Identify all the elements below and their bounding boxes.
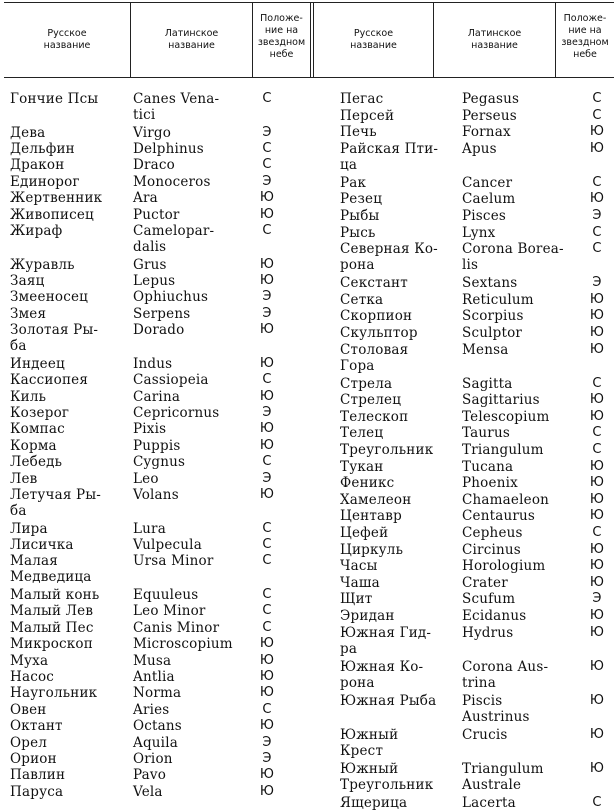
russian-name: Наугольник <box>10 685 98 702</box>
latin-name: Pisces <box>462 208 507 224</box>
russian-name: Заяц <box>10 273 45 289</box>
russian-name: Райская Пти- ца <box>340 140 439 173</box>
russian-name: Змееносец <box>10 289 89 306</box>
latin-name: Ophiuchus <box>133 289 209 306</box>
sky-position: Ю <box>259 783 275 799</box>
russian-name: Золотая Ры- ба <box>10 322 99 355</box>
latin-name: Sagitta <box>462 375 513 392</box>
russian-name: Стрела <box>340 375 393 392</box>
latin-name: Aquila <box>133 734 178 751</box>
russian-name: Ящерица <box>340 794 408 811</box>
russian-name: Малая Медведица <box>10 553 92 586</box>
latin-name: Cassiopeia <box>133 372 209 389</box>
russian-name: Жертвенник <box>10 190 103 207</box>
latin-name: Leo <box>133 470 159 487</box>
russian-name: Южная Гид- ра <box>340 624 432 657</box>
russian-name: Часы <box>340 558 378 575</box>
latin-name: Corona Aus- trina <box>462 658 549 691</box>
sky-position: Э <box>592 208 602 223</box>
latin-name: Centaurus <box>462 508 536 525</box>
russian-name: Гончие Псы <box>10 91 99 107</box>
russian-name: Телескоп <box>340 408 409 425</box>
latin-name: Scorpius <box>462 308 524 325</box>
latin-name: Vela <box>133 783 163 800</box>
latin-name: Camelopar- dalis <box>133 223 215 255</box>
russian-name: Скорпион <box>340 308 413 325</box>
latin-name: Delphinus <box>133 141 204 157</box>
russian-name: Лев <box>10 470 38 487</box>
sky-position: С <box>262 141 272 156</box>
sky-position: С <box>262 553 272 569</box>
sky-position: Ю <box>589 508 605 524</box>
latin-name: Carina <box>133 388 181 405</box>
russian-name: Лебедь <box>10 454 63 471</box>
latin-name: Cepheus <box>462 525 523 541</box>
sky-position: Ю <box>259 256 275 272</box>
russian-name: Дельфин <box>10 141 75 157</box>
russian-name: Змея <box>10 305 47 322</box>
latin-name: Lacerta <box>462 794 516 811</box>
russian-name: Летучая Ры- ба <box>10 487 102 519</box>
russian-name: Центавр <box>340 508 402 525</box>
sky-position: Ю <box>589 191 605 207</box>
latin-name: Draco <box>133 157 176 174</box>
russian-name: Павлин <box>10 767 66 784</box>
russian-name: Насос <box>10 669 55 685</box>
latin-name: Lura <box>133 520 166 537</box>
sky-position: С <box>262 701 272 717</box>
sky-position: Ю <box>259 636 275 652</box>
latin-name: Perseus <box>462 107 517 124</box>
sky-position: Ю <box>259 767 275 783</box>
latin-name: Pegasus <box>462 91 520 107</box>
latin-name: Puctor <box>133 206 180 223</box>
latin-name: Lynx <box>462 224 496 241</box>
latin-name: Cancer <box>462 174 513 191</box>
russian-name: Кассиопея <box>10 372 89 389</box>
russian-name: Южный Треугольник <box>340 760 434 793</box>
sky-position: Ю <box>589 341 605 357</box>
latin-name: Mensa <box>462 341 509 358</box>
russian-name: Печь <box>340 124 377 141</box>
latin-name: Sagittarius <box>462 392 540 409</box>
latin-name: Ecidanus <box>462 608 527 624</box>
russian-name: Скульптор <box>340 325 418 341</box>
russian-name: Малый Лев <box>10 603 94 620</box>
sky-position: Ю <box>589 475 605 491</box>
sky-position: Ю <box>589 658 605 674</box>
latin-name: Triangulum Australe <box>462 760 544 793</box>
sky-position: С <box>592 525 602 540</box>
header-russian-right: Русское название <box>350 28 397 51</box>
sky-position: Ю <box>589 325 605 340</box>
sky-position: С <box>262 619 272 635</box>
latin-name: Ursa Minor <box>133 553 214 570</box>
latin-name: Triangulum <box>462 442 544 458</box>
sky-position: Ю <box>589 308 605 324</box>
latin-name: Crater <box>462 574 508 591</box>
latin-name: Crucis <box>462 726 508 743</box>
sky-position: Э <box>262 734 272 750</box>
russian-name: Тукан <box>340 458 384 475</box>
russian-name: Живописец <box>10 206 94 223</box>
latin-name: Reticulum <box>462 291 534 308</box>
sky-position: Ю <box>589 608 605 623</box>
russian-name: Южная Ко- рона <box>340 658 424 691</box>
russian-name: Паруса <box>10 783 64 800</box>
latin-name: Aries <box>133 701 170 718</box>
latin-name: Sextans <box>462 275 518 292</box>
latin-name: Hydrus <box>462 624 514 641</box>
latin-name: Pixis <box>133 421 167 438</box>
latin-name: Leo Minor <box>133 603 206 620</box>
sky-position: С <box>262 587 272 602</box>
latin-name: Fornax <box>462 124 511 141</box>
russian-name: Циркуль <box>340 541 404 558</box>
latin-name: Piscis Austrinus <box>462 692 530 725</box>
sky-position: Ю <box>259 718 275 734</box>
latin-name: Scufum <box>462 591 516 608</box>
latin-name: Phoenix <box>462 475 518 492</box>
sky-position: С <box>262 454 272 470</box>
russian-name: Муха <box>10 652 49 669</box>
sky-position: Ю <box>589 558 605 574</box>
sky-position: С <box>262 223 272 238</box>
latin-name: Sculptor <box>462 325 523 341</box>
latin-name: Canis Minor <box>133 619 220 636</box>
sky-position: Э <box>592 591 602 607</box>
latin-name: Serpens <box>133 305 191 322</box>
sky-position: Ю <box>589 726 605 742</box>
sky-position: С <box>592 91 602 106</box>
latin-name: Cepricornus <box>133 405 220 421</box>
sky-position: Э <box>592 275 602 291</box>
russian-name: Индеец <box>10 355 65 372</box>
sky-position: Э <box>262 124 272 140</box>
russian-name: Цефей <box>340 525 389 541</box>
latin-name: Apus <box>462 140 497 157</box>
latin-name: Equuleus <box>133 587 199 603</box>
sky-position: Ю <box>259 685 275 701</box>
sky-position: Э <box>262 470 272 486</box>
header-position-right: Положе- ние на звездном небе <box>561 13 609 60</box>
sky-position: Ю <box>589 692 605 708</box>
russian-name: Дева <box>10 124 46 141</box>
russian-name: Малый конь <box>10 587 100 603</box>
russian-name: Персей <box>340 107 395 124</box>
latin-name: Orion <box>133 751 173 767</box>
latin-name: Corona Borea- lis <box>462 241 564 274</box>
latin-name: Antlia <box>133 669 175 685</box>
latin-name: Norma <box>133 685 182 702</box>
russian-name: Хамелеон <box>340 491 412 508</box>
sky-position: Ю <box>259 652 275 668</box>
sky-position: Ю <box>589 458 605 474</box>
latin-name: Monoceros <box>133 173 211 190</box>
russian-name: Телец <box>340 425 384 442</box>
sky-position: Ю <box>589 291 605 307</box>
sky-position: Э <box>262 405 272 420</box>
header-position-left: Положе- ние на звездном небе <box>257 13 306 60</box>
sky-position: С <box>262 91 272 106</box>
russian-name: Чаша <box>340 574 380 591</box>
latin-name: Telescopium <box>462 408 550 425</box>
sky-position: Ю <box>589 140 605 156</box>
sky-position: Ю <box>589 624 605 640</box>
latin-name: Chamaeleon <box>462 491 550 508</box>
russian-name: Жираф <box>10 223 63 239</box>
sky-position: Э <box>262 305 272 321</box>
russian-name: Киль <box>10 388 47 405</box>
sky-position: Э <box>262 751 272 766</box>
latin-name: Horologium <box>462 558 546 575</box>
header-latin-right: Латинское название <box>467 28 522 51</box>
sky-position: Ю <box>259 322 275 338</box>
russian-name: Орион <box>10 751 57 767</box>
sky-position: С <box>262 157 272 173</box>
latin-name: Puppis <box>133 437 181 454</box>
russian-name: Лисичка <box>10 537 74 553</box>
latin-name: Lepus <box>133 273 176 289</box>
latin-name: Grus <box>133 256 167 273</box>
sky-position: Ю <box>259 437 275 453</box>
sky-position: Ю <box>589 491 605 507</box>
russian-name: Малый Пес <box>10 619 94 636</box>
sky-position: Ю <box>259 206 275 222</box>
sky-position: С <box>262 537 272 552</box>
russian-name: Журавль <box>10 256 75 273</box>
sky-position: Ю <box>259 273 275 288</box>
sky-position: С <box>592 241 602 257</box>
russian-name: Феникс <box>340 475 395 492</box>
latin-name: Volans <box>133 487 179 503</box>
sky-position: Ю <box>589 541 605 557</box>
russian-name: Козерог <box>10 405 70 421</box>
sky-position: С <box>262 603 272 619</box>
sky-position: С <box>592 107 602 123</box>
russian-name: Рак <box>340 174 367 191</box>
latin-name: Virgo <box>133 124 172 141</box>
russian-name: Щит <box>340 591 373 608</box>
sky-position: С <box>592 375 602 391</box>
russian-name: Компас <box>10 421 65 438</box>
russian-name: Овен <box>10 701 47 718</box>
russian-name: Пегас <box>340 91 384 107</box>
sky-position: С <box>262 372 272 388</box>
russian-name: Дракон <box>10 157 65 174</box>
russian-name: Секстант <box>340 275 408 292</box>
latin-name: Tucana <box>462 458 514 475</box>
latin-name: Circinus <box>462 541 521 558</box>
sky-position: Ю <box>259 190 275 206</box>
russian-name: Треугольник <box>340 442 434 458</box>
russian-name: Корма <box>10 437 57 454</box>
sky-position: С <box>592 224 602 240</box>
sky-position: Ю <box>259 388 275 404</box>
sky-position: Ю <box>589 574 605 590</box>
sky-position: Э <box>262 173 272 189</box>
russian-name: Орел <box>10 734 48 751</box>
russian-name: Резец <box>340 191 383 208</box>
latin-name: Octans <box>133 718 182 735</box>
header-russian-left: Русское название <box>43 28 91 51</box>
latin-name: Cygnus <box>133 454 186 471</box>
russian-name: Сетка <box>340 291 384 308</box>
latin-name: Pavo <box>133 767 167 784</box>
sky-position: Э <box>262 289 272 305</box>
russian-name: Рыбы <box>340 208 380 224</box>
russian-name: Северная Ко- рона <box>340 241 438 274</box>
latin-name: Indus <box>133 355 173 372</box>
sky-position: Ю <box>589 760 605 776</box>
russian-name: Южная Рыба <box>340 692 437 709</box>
russian-name: Столовая Гора <box>340 341 409 374</box>
russian-name: Южный Крест <box>340 726 399 759</box>
russian-name: Микроскоп <box>10 636 93 653</box>
latin-name: Dorado <box>133 322 185 339</box>
russian-name: Рысь <box>340 224 376 241</box>
sky-position: С <box>592 794 602 810</box>
russian-name: Лира <box>10 520 48 537</box>
header-latin-left: Латинское название <box>164 28 219 51</box>
latin-name: Taurus <box>462 425 510 442</box>
latin-name: Vulpecula <box>133 537 202 553</box>
sky-position: Ю <box>259 487 275 502</box>
russian-name: Единорог <box>10 173 80 190</box>
sky-position: Ю <box>259 355 275 371</box>
russian-name: Эридан <box>340 608 395 624</box>
sky-position: Ю <box>589 392 605 408</box>
sky-position: Ю <box>259 669 275 684</box>
sky-position: Ю <box>259 421 275 437</box>
russian-name: Октант <box>10 718 63 735</box>
latin-name: Caelum <box>462 191 516 208</box>
latin-name: Microscopium <box>133 636 233 653</box>
sky-position: С <box>262 520 272 536</box>
latin-name: Ara <box>133 190 158 207</box>
sky-position: Ю <box>589 408 605 424</box>
sky-position: Ю <box>589 124 605 140</box>
sky-position: С <box>592 442 602 457</box>
russian-name: Стрелец <box>340 392 402 409</box>
sky-position: С <box>592 174 602 190</box>
sky-position: С <box>592 425 602 441</box>
latin-name: Canes Vena- tici <box>133 91 220 123</box>
latin-name: Musa <box>133 652 172 669</box>
